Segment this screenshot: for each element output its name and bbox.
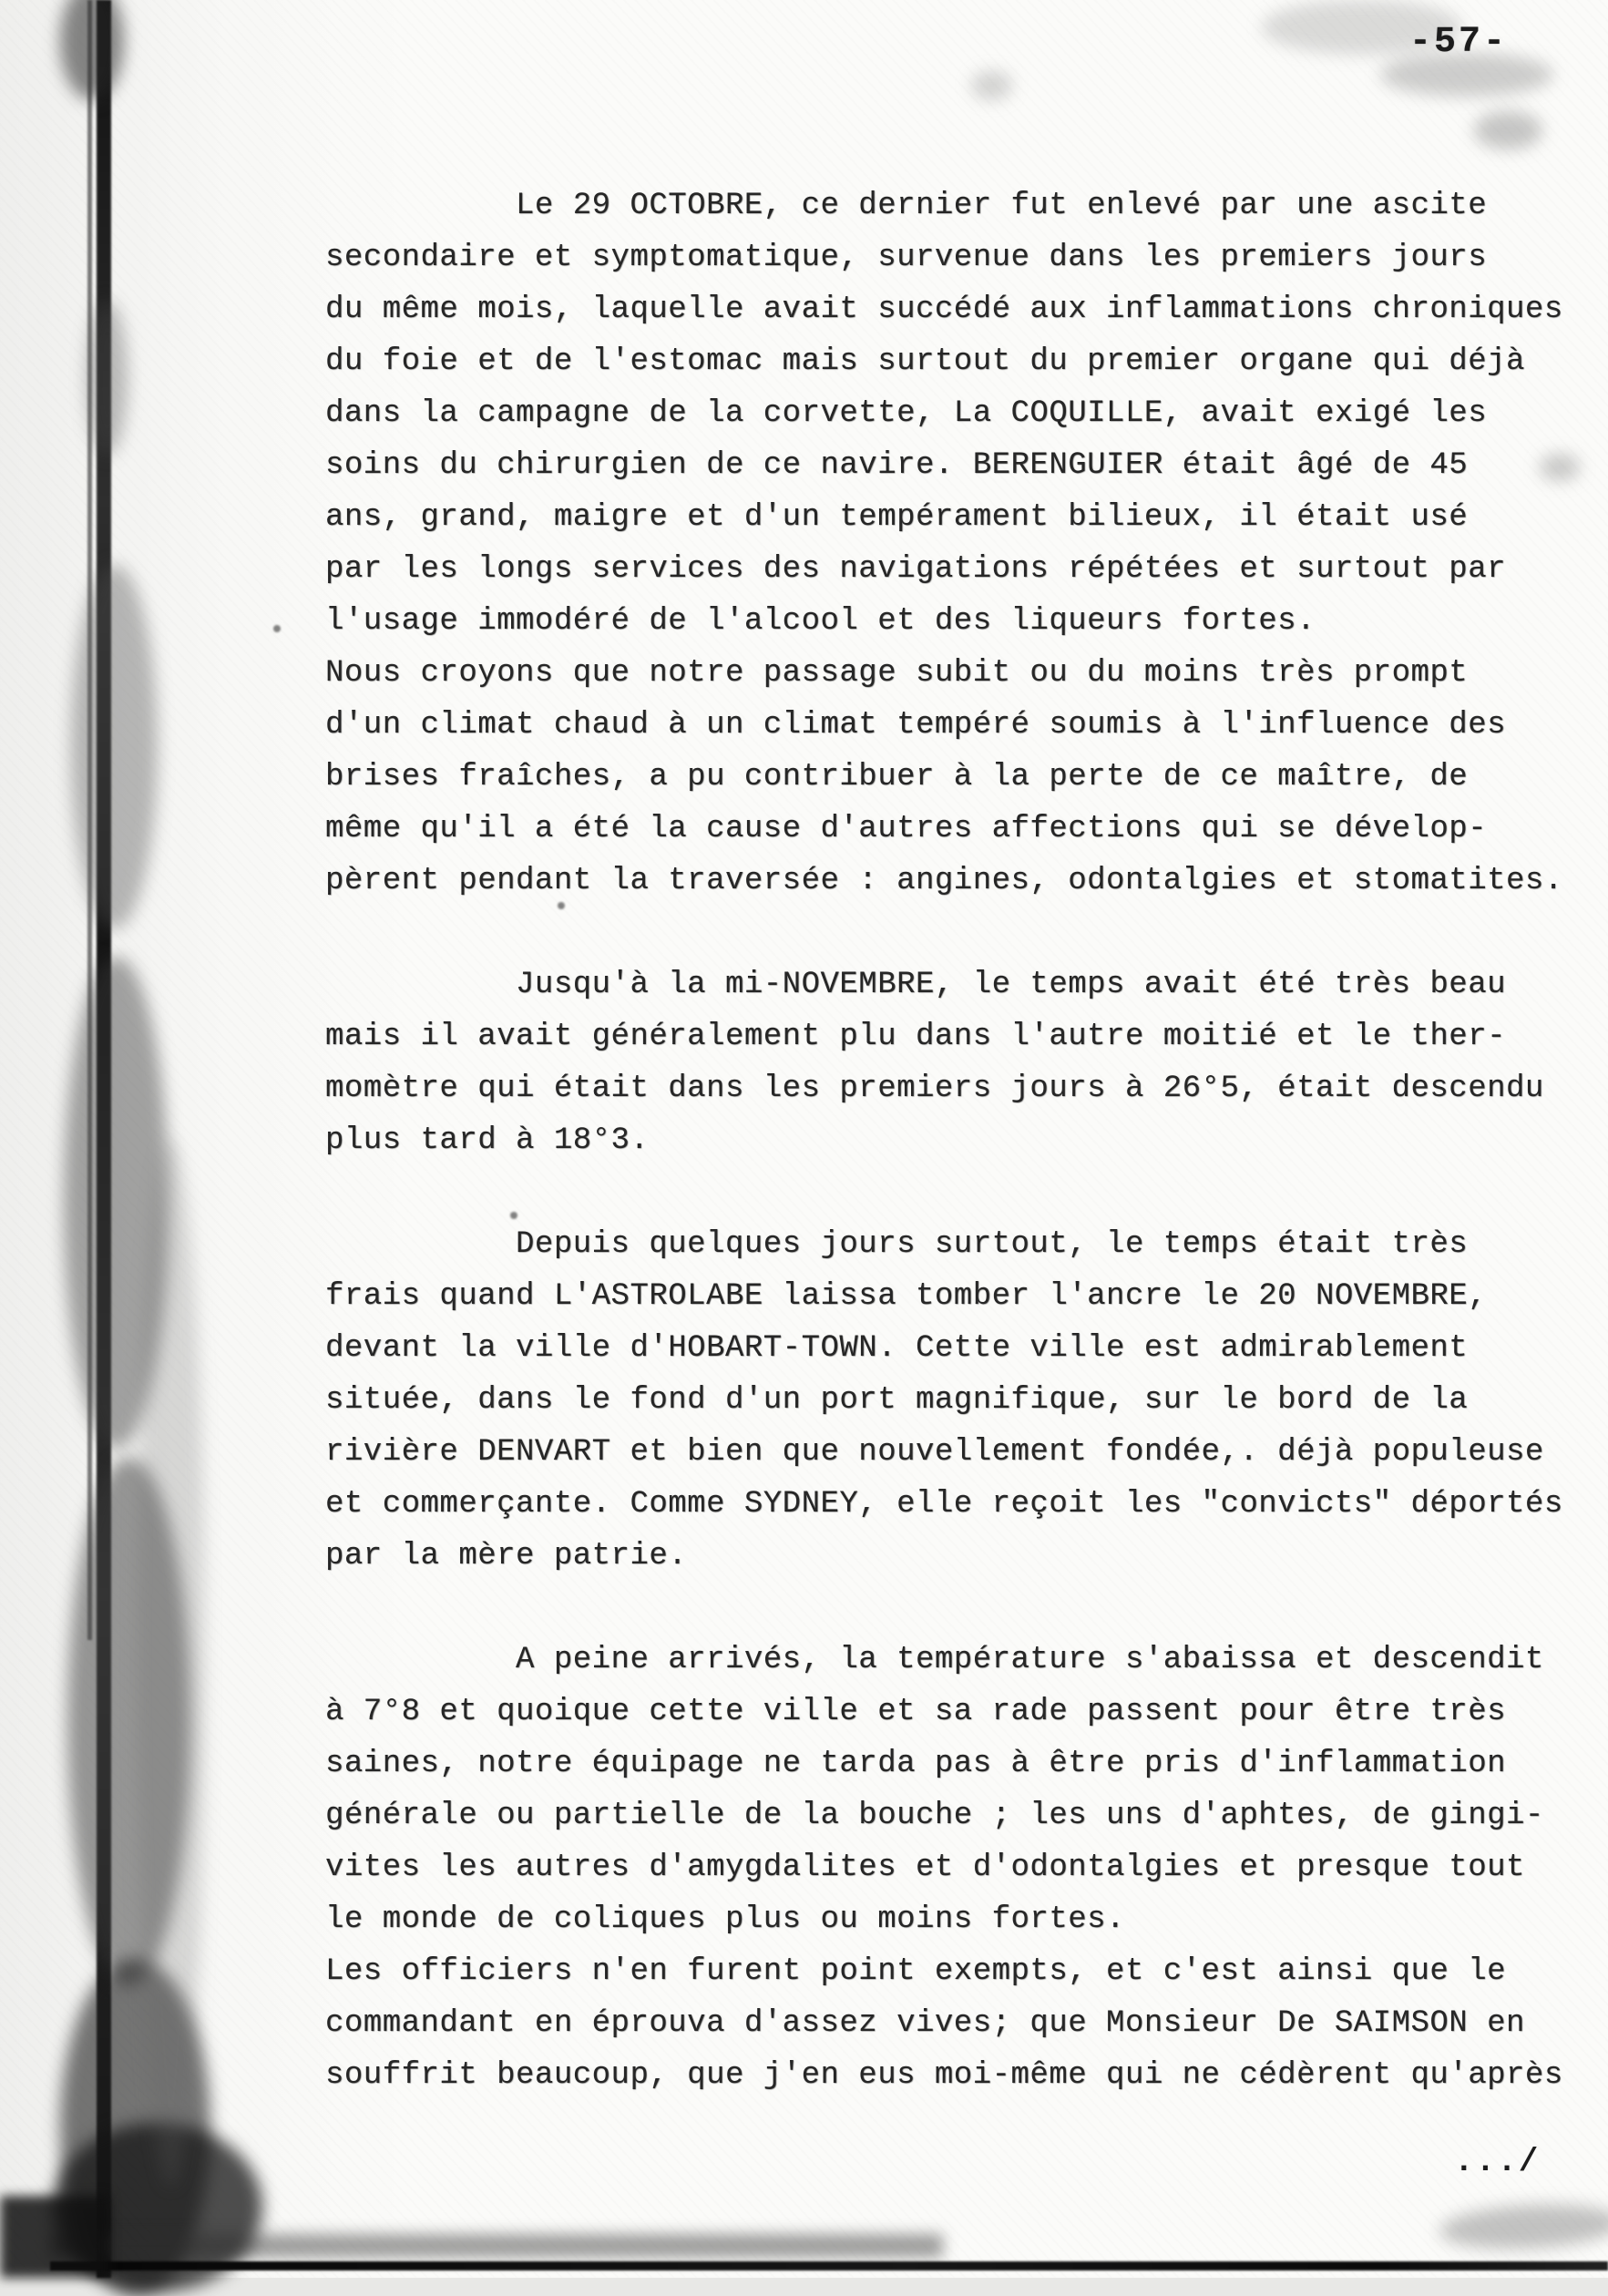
text-line: le monde de coliques plus ou moins fortes. xyxy=(325,1902,1125,1937)
text-line: secondaire et symptomatique, survenue dans les premiers jours xyxy=(325,241,1488,275)
text-line: ans, grand, maigre et d'un tempérament bilieux, il était usé xyxy=(325,500,1469,535)
text-line: l'usage immodéré de l'alcool et des liqueurs fortes. xyxy=(325,604,1316,639)
scan-left-edge-line xyxy=(97,0,111,2278)
text-line: vites les autres d'amygdalites et d'odontalgies et presque tout xyxy=(325,1850,1525,1885)
text-line: frais quand L'ASTROLABE laissa tomber l'ancre le 20 NOVEMBRE, xyxy=(325,1279,1488,1314)
scan-smudge xyxy=(67,1458,190,1986)
scan-smudge xyxy=(71,565,158,929)
text-line: Jusqu'à la mi-NOVEMBRE, le temps avait été très beau xyxy=(325,968,1507,1002)
text-line: momètre qui était dans les premiers jours à 26°5, était descendu xyxy=(325,1071,1544,1106)
scan-left-edge-line-thin xyxy=(87,0,92,1640)
text-line: plus tard à 18°3. xyxy=(325,1123,650,1158)
scan-smudge xyxy=(87,301,128,456)
text-line: saines, notre équipage ne tarda pas à être pris d'inflammation xyxy=(325,1747,1507,1781)
text-line: et commerçante. Comme SYDNEY, elle reçoit les "convicts" déportés xyxy=(325,1487,1563,1522)
document-body xyxy=(325,180,1601,2102)
text-line: par les longs services des navigations répétées et surtout par xyxy=(325,552,1507,587)
text-line: par la mère patrie. xyxy=(325,1539,688,1573)
scan-smudge xyxy=(1439,2200,1608,2253)
text-line: dans la campagne de la corvette, La COQUILLE, avait exigé les xyxy=(325,396,1488,431)
paragraph xyxy=(325,1219,1601,1583)
text-line: même qu'il a été la cause d'autres affections qui se dévelop- xyxy=(325,812,1488,846)
text-line: A peine arrivés, la température s'abaissa et descendit xyxy=(325,1643,1544,1677)
scan-smudge xyxy=(60,0,124,100)
text-line: du même mois, laquelle avait succédé aux inflammations chroniques xyxy=(325,292,1563,327)
text-line: devant la ville d'HOBART-TOWN. Cette ville est admirablement xyxy=(325,1331,1469,1366)
text-line: Le 29 OCTOBRE, ce dernier fut enlevé par une ascite xyxy=(325,189,1488,223)
scan-smudge xyxy=(1474,111,1542,149)
scan-bottom-edge-line xyxy=(50,2261,1608,2270)
text-line: Nous croyons que notre passage subit ou du moins très prompt xyxy=(325,656,1469,691)
page-number: -57- xyxy=(1408,22,1508,63)
text-line: soins du chirurgien de ce navire. BERENGUIER était âgé de 45 xyxy=(325,448,1469,483)
text-line: rivière DENVART et bien que nouvellement fondée,. déjà populeuse xyxy=(325,1435,1544,1470)
text-line: Depuis quelques jours surtout, le temps était très xyxy=(325,1227,1469,1262)
text-line: située, dans le fond d'un port magnifique, sur le bord de la xyxy=(325,1383,1469,1418)
paragraph xyxy=(325,180,1601,907)
text-line: Les officiers n'en furent point exempts, et c'est ainsi que le xyxy=(325,1954,1507,1989)
paragraph xyxy=(325,959,1601,1167)
text-line: brises fraîches, a pu contribuer à la perte de ce maître, de xyxy=(325,760,1469,794)
scan-smudge xyxy=(53,2123,262,2291)
text-line: générale ou partielle de la bouche ; les uns d'aphtes, de gingi- xyxy=(325,1799,1544,1833)
scan-bottom-smudge xyxy=(50,2234,943,2258)
continuation-mark: .../ xyxy=(1454,2143,1541,2180)
text-line: pèrent pendant la traversée : angines, odontalgies et stomatites. xyxy=(325,864,1563,898)
text-line: souffrit beaucoup, que j'en eus moi-même qui ne cédèrent qu'après xyxy=(325,2058,1563,2093)
scan-smudge xyxy=(137,1139,205,2187)
scan-smudge xyxy=(60,1959,210,2296)
text-line: d'un climat chaud à un climat tempéré soumis à l'influence des xyxy=(325,708,1507,743)
text-line: à 7°8 et quoique cette ville et sa rade passent pour être très xyxy=(325,1695,1507,1729)
scan-speck xyxy=(273,625,281,632)
text-line: du foie et de l'estomac mais surtout du premier organe qui déjà xyxy=(325,344,1525,379)
scan-smudge xyxy=(971,71,1012,100)
paragraph xyxy=(325,1635,1601,2102)
text-line: mais il avait généralement plu dans l'autre moitié et le ther- xyxy=(325,1020,1507,1054)
scan-smudge xyxy=(64,957,169,1449)
scan-bottom-left-corner xyxy=(0,2196,109,2278)
text-line: commandant en éprouva d'assez vives; que Monsieur De SAIMSON en xyxy=(325,2006,1525,2041)
